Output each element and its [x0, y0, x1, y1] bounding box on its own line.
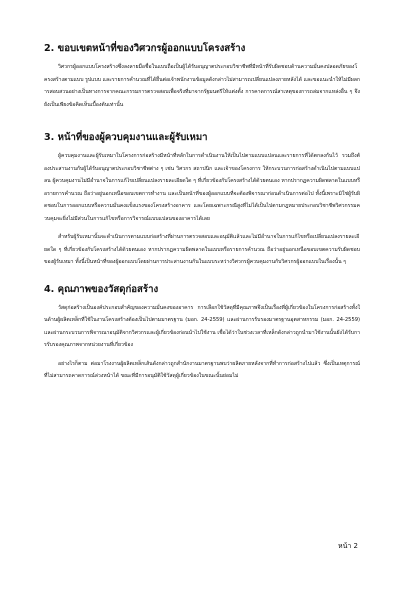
paragraph-contractor-duties: สำหรับผู้รับเหมานั้นจะดำเนินการตามแบบก่อสร้างที่ผ่านการตรวจสอบและอนุมัติแล้วและไม่มีอำนาจในการแก้ไขหรือเปลี่ยนแปลงรายละเอียดใด ๆ ที่เกี่ยวข้องกับโครงสร้างได้ด้วยตนเอง หากปรากฏความผิดพลาดในแบบหรือรายการคำนวณ ถือว่าอยู่นอกเหนือขอบเขตความรับผิดชอบของผู้รับเหมา ทั้งนี้เป็นหน้าที่ของผู้ออกแบบโดยผ่านการประสานงานกันในแบบระหว่างวิศวกรผู้ควบคุมงานกับวิศวกรผู้ออกแบบในเรื่องนั้น ๆ [44, 234, 360, 265]
section-heading-supervisor-and-contractor-duties: 3. หน้าที่ของผู้ควบคุมงานและผู้รับเหมา [44, 132, 208, 143]
section-heading-construction-material-quality: 4. คุณภาพของวัสดุก่อสร้าง [44, 283, 159, 295]
paragraph-design-engineer-scope: วิศวกรผู้ออกแบบโครงสร้างซึ่งลงลายมือชื่อในแบบถือเป็นผู้ได้รับอนุญาตประกอบวิชาชีพที่มีหน้าที่รับผิดชอบด้านความมั่นคงปลอดภัยของโครงสร้างตามแบบ รูปแบบ และรายการคำนวณที่ได้ยื่นต่อเจ้าพนักงานข้อมูลดังกล่าวไม่สามารถเปลี่ยนแปลงภายหลังได้ และขอแนะนำให้ไม่มีผลการสอบสวนอย่างเป็นทางการจากคณะกรรมการตรวจสอบเพื่อจริงที่มาจากรัฐมนตรีให้แต่งตั้ง การคาดการณ์สาเหตุของการถล่มจากแหล่งอื่น ๆ จึงยังเป็นเพียงข้อคิดเห็นเบื้องต้นเท่านั้น [44, 64, 360, 108]
paragraph-material-quality: วัสดุก่อสร้างเป็นองค์ประกอบสำคัญของความมั่นคงของอาคาร การเลือกใช้วัสดุที่มีคุณภาพจึงเป็นเรื่องที่ผู้เกี่ยวข้องในโครงการก่อสร้างทั้งในด้านผู้ผลิตเหล็กที่ใช้ในงานโครงสร้างต้องเป็นไปตามมาตรฐาน (มอก. 24-2559) และผ่านการรับรองมาตรฐานอุตสาหกรรม (มอก. 24-2559) และผ่านกระบวนการพิจารณาอนุมัติจากวิศวกรและผู้เกี่ยวข้องก่อนนำไปใช้งาน เชื่อได้ว่าในช่วงเวลาที่เหล็กดังกล่าวถูกนำมาใช้งานนั้นยังได้รับการรับรองคุณภาพจากหน่วยงานที่เกี่ยวข้อง [44, 304, 360, 348]
paragraph-material-manufacturer: อย่างไรก็ตาม ต่อมาโรงงานผู้ผลิตเหล็กเส้นดังกล่าวถูกสำนักงานมาตรฐานพบว่าผลิตภายหลังจากที่ทำการก่อสร้างไปแล้ว ซึ่งเป็นเหตุการณ์ที่ไม่สามารถคาดการณ์ล่วงหน้าได้ ขณะที่มีการอนุมัติใช้วัสดุผู้เกี่ยวข้องในขณะนั้นย่อมไม่ [44, 360, 360, 379]
page-number: หน้า 2 [337, 542, 358, 550]
section-heading-scope-of-design-engineer: 2. ขอบเขตหน้าที่ของวิศวกรผู้ออกแบบโครงสร้าง [44, 43, 246, 54]
paragraph-supervisor-duties: ผู้ควบคุมงานและผู้รับเหมาในโครงการก่อสร้างมีหน้าที่หลักในการดำเนินงานให้เป็นไปตามแบบแปลนและรายการที่ได้ตกลงกันไว้ รวมถึงต้องประสานงานกับผู้ได้รับอนุญาตประกอบวิชาชีพต่าง ๆ เช่น วิศวกร สถาปนิก และเจ้าของโครงการ ให้กระบวนการก่อสร้างดำเนินไปตามแบบแปลน ผู้ควบคุมงานไม่มีอำนาจในการแก้ไขเปลี่ยนแปลงรายละเอียดใด ๆ ที่เกี่ยวข้องกับโครงสร้างได้ด้วยตนเอง หากปรากฏความผิดพลาดในแบบหรือรายการคำนวณ ถือว่าอยู่นอกเหนือขอบเขตการทำงาน และเป็นหน้าที่ของผู้ออกแบบที่จะต้องพิจารณาก่อนดำเนินการต่อไป ทั้งนี้เพราะมิใช่ผู้รับผิดชอบในการออกแบบหรือความมั่นคงแข็งแรงของโครงสร้างอาคาร และโดยเฉพาะกรณีสูงที่ไม่ได้เป็นไปตามกฎหมายประกอบวิชาชีพวิศวกรรมควบคุมจะยิ่งไม่มีส่วนในการแก้ไขหรือการวิจารณ์แบบแปลนของอาคารได้เลย [44, 153, 360, 222]
